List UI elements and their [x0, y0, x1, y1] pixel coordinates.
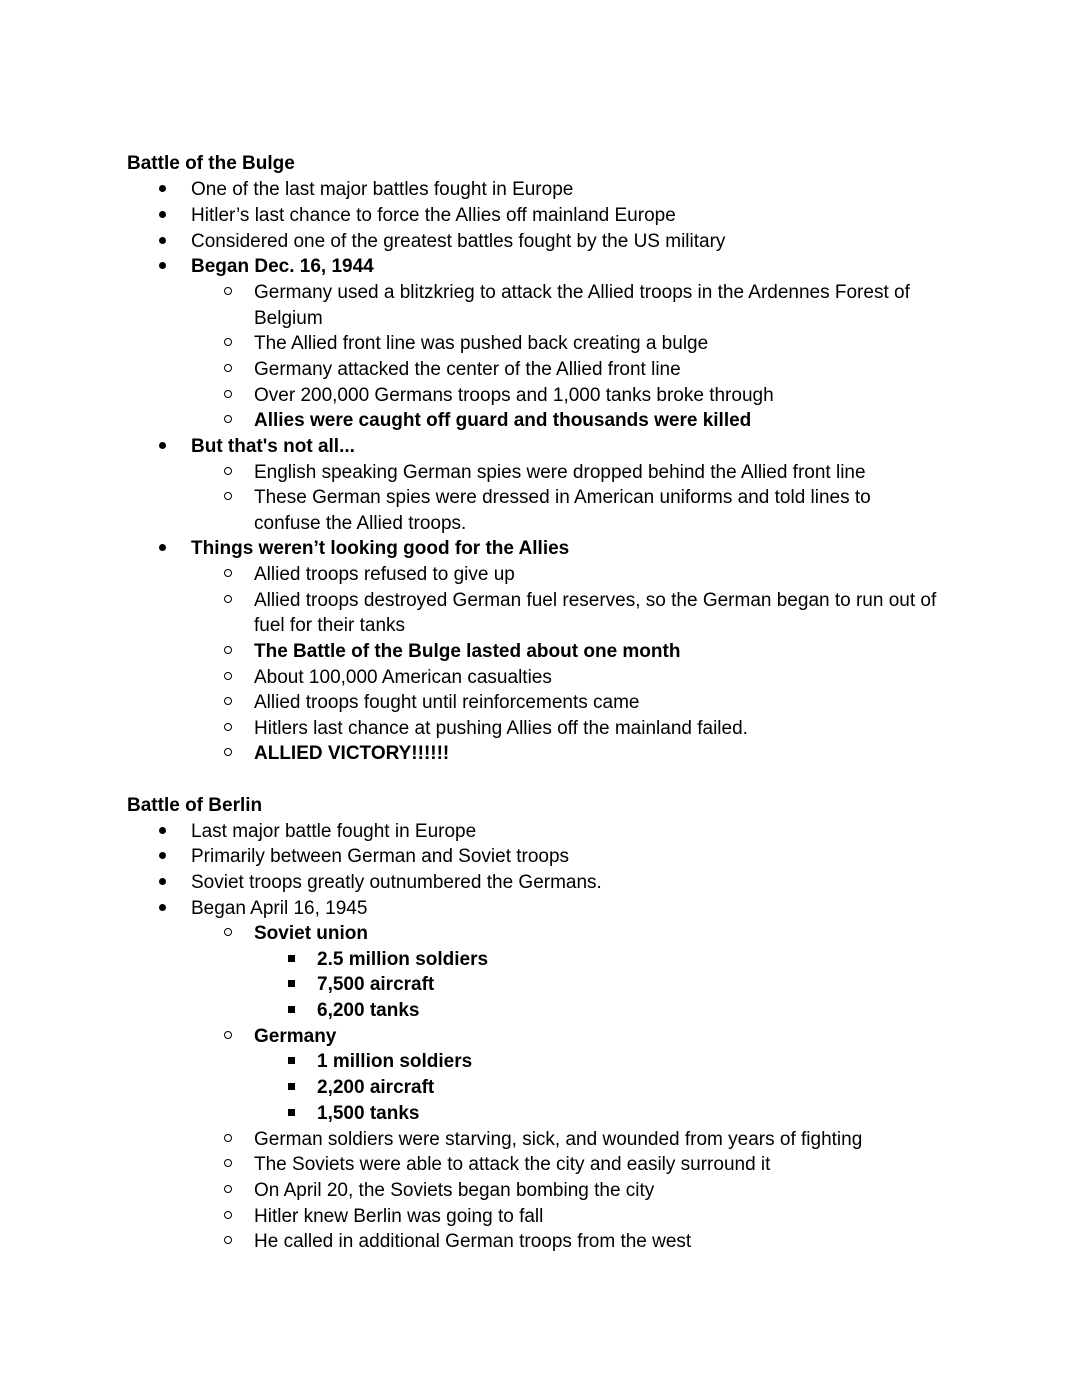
sub-list-item-text: Allied troops destroyed German fuel reserves, so the German began to run out of — [254, 590, 937, 611]
circle-bullet-icon — [221, 357, 235, 383]
circle-bullet-icon — [221, 690, 235, 716]
list-item — [0, 203, 1080, 229]
sub-sub-list-item-text: 1,500 tanks — [317, 1103, 420, 1124]
sub-list-item — [0, 1204, 1080, 1230]
sub-list-item-text: Germany — [254, 1026, 337, 1047]
bullet-icon — [155, 434, 169, 460]
circle-bullet-icon — [221, 1127, 235, 1153]
sub-list-item-text: Germany used a blitzkrieg to attack the Allied troops in the Ardennes Forest of — [254, 282, 910, 303]
circle-bullet-icon — [221, 1204, 235, 1230]
circle-bullet-icon — [221, 1152, 235, 1178]
sub-list-item-continuation — [0, 613, 1080, 639]
sub-list-item-text: These German spies were dressed in American uniforms and told lines to — [254, 487, 871, 508]
list-item — [0, 177, 1080, 203]
sub-list-item-text: ALLIED VICTORY!!!!!! — [254, 743, 450, 764]
sub-list-item-text: About 100,000 American casualties — [254, 667, 552, 688]
circle-bullet-icon — [221, 1024, 235, 1050]
square-bullet-icon — [284, 972, 298, 998]
circle-bullet-icon — [221, 588, 235, 614]
sub-sub-list-item — [0, 1101, 1080, 1127]
bullet-icon — [155, 536, 169, 562]
section-title-bulge: Battle of the Bulge — [127, 153, 295, 174]
bullet-icon — [155, 229, 169, 255]
sub-sub-list-item — [0, 1049, 1080, 1075]
sub-sub-list-item-text: 6,200 tanks — [317, 1000, 420, 1021]
circle-bullet-icon — [221, 383, 235, 409]
sub-list-item-text: Germany attacked the center of the Allied front line — [254, 359, 681, 380]
sub-list-item — [0, 665, 1080, 691]
sub-sub-list-item — [0, 1075, 1080, 1101]
sub-sub-list-item-text: 2,200 aircraft — [317, 1077, 435, 1098]
square-bullet-icon — [284, 1049, 298, 1075]
sub-list-item — [0, 690, 1080, 716]
list-item-text: Things weren’t looking good for the Allies — [191, 538, 570, 559]
sub-sub-list-item — [0, 998, 1080, 1024]
sub-list-item-text: Allies were caught off guard and thousands were killed — [254, 410, 752, 431]
list-item-text: Hitler’s last chance to force the Allies off mainland Europe — [191, 205, 676, 226]
sub-list-item — [0, 331, 1080, 357]
circle-bullet-icon — [221, 665, 235, 691]
list-item — [0, 536, 1080, 562]
sub-list-item-text: Hitlers last chance at pushing Allies off the mainland failed. — [254, 718, 748, 739]
list-item — [0, 229, 1080, 255]
bullet-icon — [155, 177, 169, 203]
bullet-icon — [155, 203, 169, 229]
sub-list-item-text: Hitler knew Berlin was going to fall — [254, 1206, 544, 1227]
sub-list-item — [0, 408, 1080, 434]
list-item-text: But that's not all... — [191, 436, 355, 457]
sub-sub-list-item-text: 2.5 million soldiers — [317, 949, 489, 970]
sub-list-item-continuation — [0, 306, 1080, 332]
sub-list-item — [0, 1024, 1080, 1050]
sub-list-item — [0, 460, 1080, 486]
list-item — [0, 844, 1080, 870]
sub-list-item — [0, 1152, 1080, 1178]
sub-list-item-text: Allied troops refused to give up — [254, 564, 515, 585]
sub-list-item-text: Belgium — [254, 308, 323, 329]
sub-list-item — [0, 716, 1080, 742]
bullet-icon — [155, 896, 169, 922]
sub-list-item-text: Allied troops fought until reinforcements came — [254, 692, 640, 713]
circle-bullet-icon — [221, 460, 235, 486]
circle-bullet-icon — [221, 1178, 235, 1204]
sub-list-item — [0, 1178, 1080, 1204]
circle-bullet-icon — [221, 408, 235, 434]
section-title-berlin: Battle of Berlin — [127, 795, 263, 816]
sub-list-item — [0, 562, 1080, 588]
sub-list-item — [0, 741, 1080, 767]
list-item-text: Began Dec. 16, 1944 — [191, 256, 374, 277]
circle-bullet-icon — [221, 485, 235, 511]
square-bullet-icon — [284, 1101, 298, 1127]
circle-bullet-icon — [221, 1229, 235, 1255]
sub-list-item-text: English speaking German spies were dropped behind the Allied front line — [254, 462, 866, 483]
list-item — [0, 819, 1080, 845]
bullet-icon — [155, 254, 169, 280]
sub-list-item-text: On April 20, the Soviets began bombing the city — [254, 1180, 655, 1201]
sub-sub-list-item — [0, 947, 1080, 973]
sub-list-item-continuation — [0, 511, 1080, 537]
sub-list-item — [0, 280, 1080, 306]
square-bullet-icon — [284, 947, 298, 973]
sub-list-item-text: Over 200,000 Germans troops and 1,000 tanks broke through — [254, 385, 774, 406]
list-item-text: Soviet troops greatly outnumbered the Germans. — [191, 872, 602, 893]
bullet-icon — [155, 819, 169, 845]
sub-list-item-text: confuse the Allied troops. — [254, 513, 467, 534]
circle-bullet-icon — [221, 639, 235, 665]
square-bullet-icon — [284, 1075, 298, 1101]
sub-list-item-text: The Battle of the Bulge lasted about one month — [254, 641, 681, 662]
sub-list-item — [0, 921, 1080, 947]
sub-list-item-text: The Soviets were able to attack the city and easily surround it — [254, 1154, 771, 1175]
sub-list-item-text: Soviet union — [254, 923, 368, 944]
circle-bullet-icon — [221, 562, 235, 588]
sub-sub-list-item-text: 7,500 aircraft — [317, 974, 435, 995]
list-item — [0, 254, 1080, 280]
list-item — [0, 896, 1080, 922]
bullet-icon — [155, 870, 169, 896]
list-item — [0, 434, 1080, 460]
sub-list-item-text: The Allied front line was pushed back creating a bulge — [254, 333, 709, 354]
sub-list-item — [0, 588, 1080, 614]
circle-bullet-icon — [221, 921, 235, 947]
bullet-icon — [155, 844, 169, 870]
sub-list-item-text: fuel for their tanks — [254, 615, 406, 636]
sub-list-item — [0, 1229, 1080, 1255]
list-item-text: Considered one of the greatest battles fought by the US military — [191, 231, 726, 252]
list-item-text: One of the last major battles fought in Europe — [191, 179, 574, 200]
sub-list-item — [0, 383, 1080, 409]
sub-list-item-text: German soldiers were starving, sick, and wounded from years of fighting — [254, 1129, 863, 1150]
sub-list-item — [0, 1127, 1080, 1153]
circle-bullet-icon — [221, 716, 235, 742]
list-item — [0, 870, 1080, 896]
list-item-text: Last major battle fought in Europe — [191, 821, 477, 842]
circle-bullet-icon — [221, 331, 235, 357]
circle-bullet-icon — [221, 741, 235, 767]
sub-sub-list-item — [0, 972, 1080, 998]
circle-bullet-icon — [221, 280, 235, 306]
sub-list-item — [0, 357, 1080, 383]
list-item-text: Began April 16, 1945 — [191, 898, 368, 919]
square-bullet-icon — [284, 998, 298, 1024]
sub-list-item-text: He called in additional German troops from the west — [254, 1231, 692, 1252]
sub-list-item — [0, 485, 1080, 511]
sub-sub-list-item-text: 1 million soldiers — [317, 1051, 473, 1072]
list-item-text: Primarily between German and Soviet troops — [191, 846, 570, 867]
sub-list-item — [0, 639, 1080, 665]
